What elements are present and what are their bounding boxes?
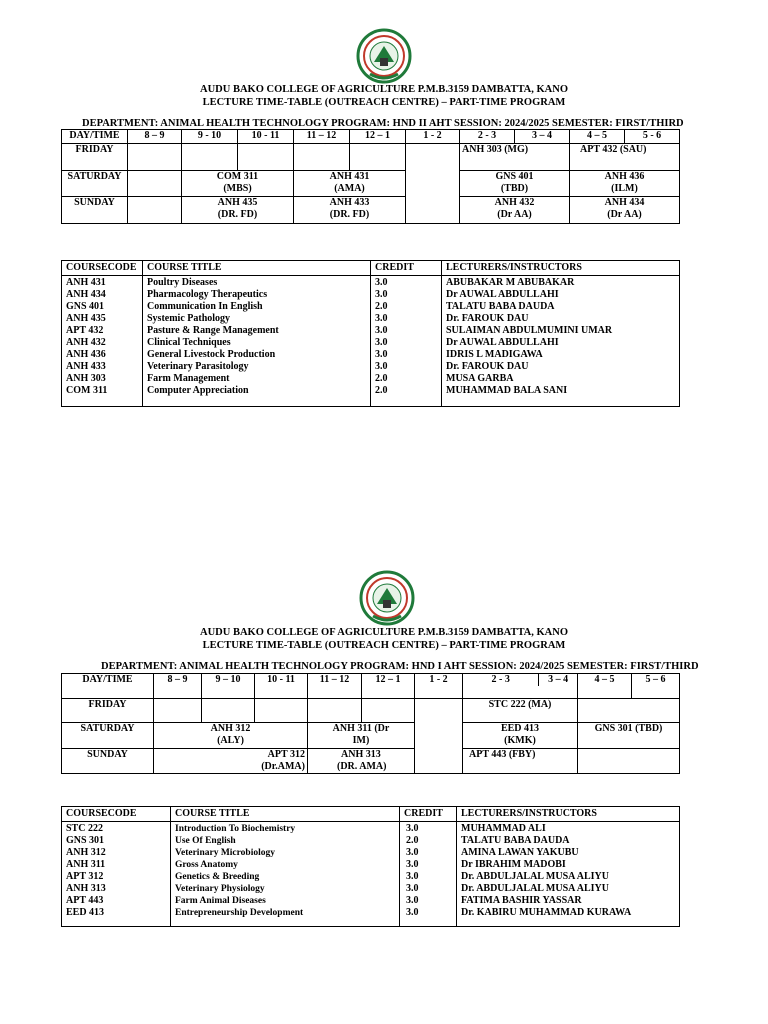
slot-cell xyxy=(570,197,680,224)
course-code: GNS 301 xyxy=(66,835,105,846)
header-cell: 8 – 9 xyxy=(154,674,202,699)
course-codes-column xyxy=(62,276,143,407)
course-lecturer: TALATU BABA DAUDA xyxy=(461,835,570,846)
lecturer-initials: (MBS) xyxy=(223,183,252,194)
course-code: COM 311 xyxy=(66,385,108,396)
course-credit: 3.0 xyxy=(406,859,419,870)
course-title: Veterinary Microbiology xyxy=(175,848,275,858)
course-codes-column xyxy=(62,822,171,927)
course-title: Communication In English xyxy=(147,301,263,312)
course-credit: 3.0 xyxy=(375,349,388,360)
lecturer-initials: (Dr AA) xyxy=(497,209,532,220)
header-cell: 9 - 10 xyxy=(182,130,238,144)
course-credit: 3.0 xyxy=(375,277,388,288)
header-cell: COURSE TITLE xyxy=(143,261,371,276)
course-lecturer: Dr. ABDULJALAL MUSA ALIYU xyxy=(461,871,609,882)
course-lecturer: AMINA LAWAN YAKUBU xyxy=(461,847,579,858)
day-cell: SUNDAY xyxy=(62,749,154,774)
course-titles-column xyxy=(171,822,400,927)
slot-cell xyxy=(463,723,578,749)
lecturer-initials: (DR. FD) xyxy=(329,209,370,220)
course-credit: 3.0 xyxy=(406,871,419,882)
header-cell: 3 – 4 xyxy=(548,674,569,685)
course-code: EED 413 xyxy=(66,907,105,918)
course-lecturer: FATIMA BASHIR YASSAR xyxy=(461,895,582,906)
slot-cell xyxy=(154,749,308,774)
header-cell: COURSECODE xyxy=(62,807,171,822)
timetable-header-row xyxy=(62,130,680,144)
course-code: ANH 432 xyxy=(66,337,106,348)
break-cell xyxy=(415,699,463,774)
slot-cell xyxy=(308,749,415,774)
header-cell: 12 – 1 xyxy=(350,130,406,144)
slot-cell xyxy=(578,749,680,774)
course-lecturer: MUHAMMAD BALA SANI xyxy=(446,385,568,396)
header-cell: 10 - 11 xyxy=(238,130,294,144)
course-code: APT 312 xyxy=(267,749,305,760)
slot-cell xyxy=(182,144,238,171)
course-title: Veterinary Physiology xyxy=(175,884,265,894)
college-crest-icon xyxy=(356,28,412,84)
course-code: EED 413 xyxy=(500,723,540,734)
day-cell: FRIDAY xyxy=(62,144,128,171)
header-cell: 12 – 1 xyxy=(362,674,415,699)
slot-cell xyxy=(202,699,255,723)
course-lecturers-column xyxy=(457,822,680,927)
course-code: ANH 433 xyxy=(66,361,106,372)
header-cell: 11 – 12 xyxy=(308,674,362,699)
course-code: ANH 312 xyxy=(66,847,106,858)
course-lecturer: SULAIMAN ABDULMUMINI UMAR xyxy=(446,325,613,336)
header-cell: 3 – 4 xyxy=(515,130,570,144)
day-cell: SATURDAY xyxy=(62,171,128,197)
course-body-row xyxy=(62,822,680,927)
course-title: Genetics & Breeding xyxy=(175,872,260,882)
course-code: ANH 435 xyxy=(66,313,106,324)
course-code: ANH 436 xyxy=(66,349,106,360)
course-credit: 3.0 xyxy=(375,337,388,348)
course-credit: 2.0 xyxy=(406,835,419,846)
course-code: ANH 434 xyxy=(66,289,106,300)
college-crest-icon xyxy=(359,570,415,626)
lecturer-initials: (AMA) xyxy=(334,183,365,194)
course-code: APT 312 xyxy=(66,871,104,882)
course-code: ANH 433 xyxy=(329,197,370,208)
day-cell: SUNDAY xyxy=(62,197,128,224)
lecturer-initials: (Dr AA) xyxy=(607,209,642,220)
college-name: AUDU BAKO COLLEGE OF AGRICULTURE P.M.B.3159 DAMBATTA, KANO xyxy=(199,627,569,638)
header-cell: LECTURERS/INSTRUCTORS xyxy=(442,261,680,276)
slot-cell: GNS 301 (TBD) xyxy=(578,723,680,749)
timetable-header-row xyxy=(62,674,680,699)
course-code: ANH 312 xyxy=(210,723,251,734)
slot-cell: APT 443 (FBY) xyxy=(463,749,578,774)
slot-cell xyxy=(128,171,182,197)
slot-cell xyxy=(294,197,406,224)
header-cell: 10 - 11 xyxy=(255,674,308,699)
course-title: Pharmacology Therapeutics xyxy=(147,289,268,300)
slot-cell: STC 222 (MA) xyxy=(463,699,578,723)
header-cell: 2 - 3 xyxy=(463,674,539,686)
slot-cell xyxy=(570,171,680,197)
slot-cell xyxy=(578,699,680,723)
course-credit: 2.0 xyxy=(375,301,388,312)
slot-cell xyxy=(350,144,406,171)
slot-cell xyxy=(255,699,308,723)
course-code: ANH 431 xyxy=(66,277,106,288)
course-title: Use Of English xyxy=(175,836,236,846)
header-cell xyxy=(463,674,578,699)
course-title: Clinical Techniques xyxy=(147,337,231,348)
timetable xyxy=(61,129,680,224)
header-cell: 5 - 6 xyxy=(625,130,680,144)
course-credit: 3.0 xyxy=(375,361,388,372)
course-lecturer: MUSA GARBA xyxy=(446,373,514,384)
course-title: Entrepreneurship Development xyxy=(175,908,304,918)
course-credits-column xyxy=(400,822,457,927)
slot-cell xyxy=(182,171,294,197)
course-code: ANH 434 xyxy=(604,197,645,208)
lecturer-initials: (ILM) xyxy=(611,183,638,194)
slot-cell: APT 432 (SAU) xyxy=(570,144,680,171)
timetable-subtitle: LECTURE TIME-TABLE (OUTREACH CENTRE) – PART-TIME PROGRAM xyxy=(202,640,566,651)
course-title: Farm Animal Diseases xyxy=(175,896,266,906)
lecturer-initials: IM) xyxy=(352,735,370,746)
header-cell: DAY/TIME xyxy=(62,674,154,699)
course-title: General Livestock Production xyxy=(147,349,276,360)
slot-cell xyxy=(362,699,415,723)
course-title: Systemic Pathology xyxy=(147,313,231,324)
slot-cell xyxy=(294,144,350,171)
course-title: Poultry Diseases xyxy=(147,277,218,288)
course-credit: 3.0 xyxy=(406,883,419,894)
course-lecturer: Dr AUWAL ABDULLAHI xyxy=(446,337,559,348)
lecturer-initials: (ALY) xyxy=(217,735,244,746)
break-cell xyxy=(406,144,460,224)
course-credit: 3.0 xyxy=(375,313,388,324)
course-code: GNS 401 xyxy=(66,301,105,312)
header-cell: 11 – 12 xyxy=(294,130,350,144)
header-cell: 1 - 2 xyxy=(415,674,463,699)
lecturer-initials: (DR. FD) xyxy=(217,209,258,220)
course-credit: 2.0 xyxy=(375,385,388,396)
college-name: AUDU BAKO COLLEGE OF AGRICULTURE P.M.B.3159 DAMBATTA, KANO xyxy=(199,84,569,95)
course-code: ANH 311 xyxy=(66,859,106,870)
course-header-row xyxy=(62,807,680,822)
course-title: Computer Appreciation xyxy=(147,385,249,396)
slot-cell xyxy=(308,723,415,749)
course-credit: 2.0 xyxy=(375,373,388,384)
course-code: GNS 401 xyxy=(495,171,534,182)
lecturer-initials: (KMK) xyxy=(504,735,536,746)
course-code: ANH 313 xyxy=(341,749,381,760)
course-lecturer: IDRIS L MADIGAWA xyxy=(446,349,543,360)
slot-cell: ANH 303 (MG) xyxy=(460,144,570,171)
timetable-row-friday xyxy=(62,144,680,171)
header-cell: 8 – 9 xyxy=(128,130,182,144)
course-titles-column xyxy=(143,276,371,407)
course-title: Introduction To Biochemistry xyxy=(175,824,296,834)
course-title: Gross Anatomy xyxy=(175,860,238,870)
header-cell: LECTURERS/INSTRUCTORS xyxy=(457,807,680,822)
course-lecturers-column xyxy=(442,276,680,407)
course-code: ANH 311 (Dr xyxy=(332,723,390,734)
timetable-subtitle: LECTURE TIME-TABLE (OUTREACH CENTRE) – PART-TIME PROGRAM xyxy=(202,97,566,108)
course-code: ANH 432 xyxy=(494,197,535,208)
course-body-row xyxy=(62,276,680,407)
slot-cell xyxy=(154,699,202,723)
course-credit: 3.0 xyxy=(406,895,419,906)
header-cell: 1 - 2 xyxy=(406,130,460,144)
slot-cell xyxy=(460,171,570,197)
header-cell: COURSE TITLE xyxy=(171,807,400,822)
course-credit: 3.0 xyxy=(406,907,419,918)
course-lecturer: Dr. KABIRU MUHAMMAD KURAWA xyxy=(461,907,632,918)
timetable-row-friday xyxy=(62,699,680,723)
header-cell: 5 – 6 xyxy=(632,674,680,699)
department-line: DEPARTMENT: ANIMAL HEALTH TECHNOLOGY PROGRAM: HND II AHT SESSION: 2024/2025 SEMESTER: FIRST/THIRD xyxy=(82,118,684,129)
course-table xyxy=(61,260,680,407)
course-code: ANH 436 xyxy=(604,171,645,182)
slot-cell xyxy=(238,144,294,171)
timetable-row-sunday xyxy=(62,197,680,224)
course-title: Farm Management xyxy=(147,373,230,384)
lecturer-initials: (DR. AMA) xyxy=(337,761,387,772)
course-credit: 3.0 xyxy=(375,289,388,300)
course-lecturer: TALATU BABA DAUDA xyxy=(446,301,555,312)
lecturer-initials: (Dr.AMA) xyxy=(261,761,305,772)
day-cell: SATURDAY xyxy=(62,723,154,749)
header-cell: COURSECODE xyxy=(62,261,143,276)
course-code: ANH 303 xyxy=(66,373,106,384)
header-cell: DAY/TIME xyxy=(62,130,128,144)
slot-cell xyxy=(182,197,294,224)
slot-cell xyxy=(460,197,570,224)
course-credit: 3.0 xyxy=(406,823,419,834)
course-lecturer: Dr. FAROUK DAU xyxy=(446,313,529,324)
slot-cell xyxy=(128,144,182,171)
course-table xyxy=(61,806,680,927)
course-credits-column xyxy=(371,276,442,407)
course-title: Veterinary Parasitology xyxy=(147,361,249,372)
header-cell: 9 – 10 xyxy=(202,674,255,699)
slot-cell xyxy=(294,171,406,197)
day-cell: FRIDAY xyxy=(62,699,154,723)
slot-cell xyxy=(128,197,182,224)
course-code: APT 432 xyxy=(66,325,104,336)
course-lecturer: Dr AUWAL ABDULLAHI xyxy=(446,289,559,300)
timetable xyxy=(61,673,680,774)
timetable-row-saturday xyxy=(62,723,680,749)
course-code: ANH 435 xyxy=(217,197,258,208)
course-code: APT 443 xyxy=(66,895,104,906)
header-cell: CREDIT xyxy=(371,261,442,276)
timetable-row-saturday xyxy=(62,171,680,197)
department-line: DEPARTMENT: ANIMAL HEALTH TECHNOLOGY PROGRAM: HND I AHT SESSION: 2024/2025 SEMESTER: FIRST/THIRD xyxy=(101,661,699,672)
course-code: ANH 431 xyxy=(329,171,370,182)
course-title: Pasture & Range Management xyxy=(147,325,279,336)
course-code: STC 222 xyxy=(66,823,103,834)
course-credit: 3.0 xyxy=(375,325,388,336)
header-cell: 2 - 3 xyxy=(460,130,515,144)
course-lecturer: Dr IBRAHIM MADOBI xyxy=(461,859,566,870)
course-code: ANH 313 xyxy=(66,883,106,894)
header-cell: 4 – 5 xyxy=(578,674,632,699)
slot-cell xyxy=(308,699,362,723)
header-cell: CREDIT xyxy=(400,807,457,822)
course-lecturer: Dr. ABDULJALAL MUSA ALIYU xyxy=(461,883,609,894)
course-lecturer: MUHAMMAD ALI xyxy=(461,823,546,834)
course-header-row xyxy=(62,261,680,276)
lecturer-initials: (TBD) xyxy=(500,183,529,194)
course-lecturer: Dr. FAROUK DAU xyxy=(446,361,529,372)
slot-cell xyxy=(154,723,308,749)
timetable-row-sunday xyxy=(62,749,680,774)
header-cell: 4 – 5 xyxy=(570,130,625,144)
course-credit: 3.0 xyxy=(406,847,419,858)
course-lecturer: ABUBAKAR M ABUBAKAR xyxy=(446,277,575,288)
course-code: COM 311 xyxy=(216,171,259,182)
